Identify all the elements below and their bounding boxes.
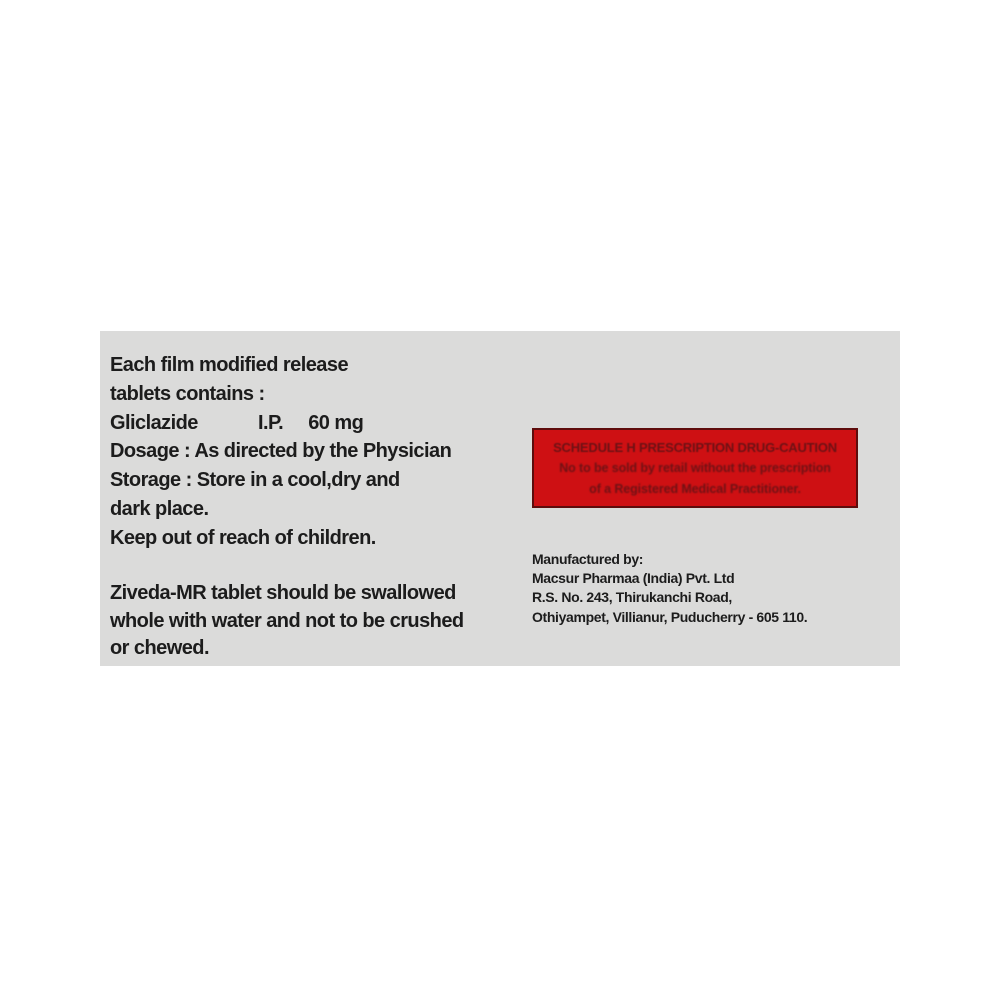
schedule-h-warning-box xyxy=(532,428,858,508)
keep-away-line: Keep out of reach of children. xyxy=(110,526,376,549)
composition-line: Each film modified release xyxy=(110,354,349,376)
manufacturer-heading: Manufactured by: xyxy=(532,551,644,567)
usage-line: whole with water and not to be crushed xyxy=(110,609,464,632)
manufacturer-name: Macsur Pharmaa (India) Pvt. Ltd xyxy=(532,570,735,587)
usage-instructions-block xyxy=(110,580,464,663)
active-ingredient-line: Gliclazide I.P. 60 mg xyxy=(110,411,364,434)
composition-block xyxy=(110,351,451,553)
usage-line: or chewed. xyxy=(110,637,209,659)
manufacturer-block xyxy=(532,550,807,627)
storage-line: dark place. xyxy=(110,497,209,520)
schedule-h-line: of a Registered Medical Practitioner. xyxy=(589,481,801,496)
storage-line: Storage : Store in a cool,dry and xyxy=(110,469,400,492)
medicine-label-photo xyxy=(100,331,900,666)
manufacturer-address-line: Othiyampet, Villianur, Puducherry - 605 110. xyxy=(532,608,808,625)
usage-line: Ziveda-MR tablet should be swallowed xyxy=(110,582,456,604)
manufacturer-address-line: R.S. No. 243, Thirukanchi Road, xyxy=(532,589,732,606)
dosage-line: Dosage : As directed by the Physician xyxy=(110,440,452,463)
schedule-h-title: SCHEDULE H PRESCRIPTION DRUG-CAUTION xyxy=(553,439,837,455)
schedule-h-line: No to be sold by retail without the prescription xyxy=(559,460,831,475)
composition-line: tablets contains : xyxy=(110,382,265,405)
